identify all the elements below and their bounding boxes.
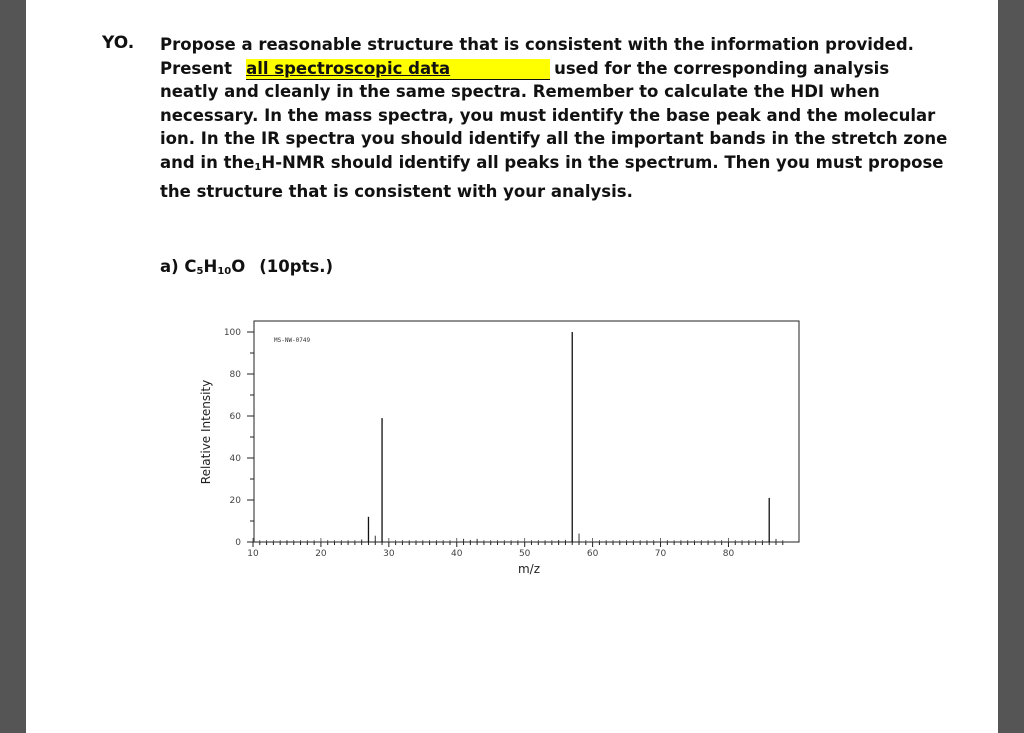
highlighted-phrase: all spectroscopic data bbox=[246, 59, 550, 80]
plot-frame bbox=[254, 321, 799, 542]
x-tick-label: 10 bbox=[247, 549, 259, 559]
nmr-superscript: 1 bbox=[254, 161, 262, 173]
part-a-prefix: a) C bbox=[160, 257, 197, 276]
x-axis bbox=[247, 538, 783, 559]
y-tick-label: 60 bbox=[229, 412, 241, 422]
x-tick-label: 50 bbox=[518, 549, 531, 559]
carbon-subscript: 5 bbox=[196, 266, 204, 277]
question-nmr-text: H-NMR should identify all peaks in the spectrum. Then you must propose the structure that is consistent with your analysis. bbox=[160, 152, 944, 201]
y-tick-label: 80 bbox=[229, 370, 241, 380]
y-tick-label: 0 bbox=[235, 538, 241, 548]
x-tick-label: 60 bbox=[586, 549, 599, 559]
y-tick-label: 40 bbox=[229, 454, 241, 464]
x-tick-label: 70 bbox=[654, 549, 667, 559]
question-line-2-rest: used for the corresponding analysis bbox=[554, 58, 890, 78]
y-tick-label: 20 bbox=[229, 496, 241, 506]
mass-spectrum-chart bbox=[190, 312, 810, 582]
x-tick-label: 40 bbox=[451, 549, 463, 559]
present-word: Present bbox=[160, 58, 233, 78]
hydrogen-subscript: 10 bbox=[217, 266, 232, 277]
hydrogen-symbol: H bbox=[203, 257, 218, 276]
question-line-1: Propose a reasonable structure that is consistent with the information provided. bbox=[160, 35, 914, 54]
y-axis-title: Relative Intensity bbox=[199, 379, 213, 485]
question-body: neatly and cleanly in the same spectra. Remember to calculate the HDI when necessary. In the mass spectra, you must identify the base peak and the molecular ion. In the IR spectra you should identify all the important bands in the stretch zone and in the bbox=[160, 82, 948, 172]
question-number: YO. bbox=[102, 33, 135, 53]
oxygen-symbol: O bbox=[231, 257, 246, 276]
question-text bbox=[160, 33, 950, 203]
y-tick-label: 100 bbox=[223, 328, 241, 338]
x-tick-label: 20 bbox=[315, 549, 327, 559]
left-border bbox=[0, 0, 26, 733]
part-a-points: (10pts.) bbox=[259, 257, 334, 276]
right-border bbox=[998, 0, 1024, 733]
part-a-label bbox=[160, 257, 333, 277]
y-axis bbox=[224, 328, 254, 548]
x-axis-title: m/z bbox=[517, 562, 541, 576]
spectrum-peaks bbox=[287, 332, 776, 542]
sample-id-label: MS-NW-0749 bbox=[274, 337, 311, 344]
x-tick-label: 30 bbox=[383, 549, 395, 559]
x-tick-label: 80 bbox=[722, 549, 735, 559]
